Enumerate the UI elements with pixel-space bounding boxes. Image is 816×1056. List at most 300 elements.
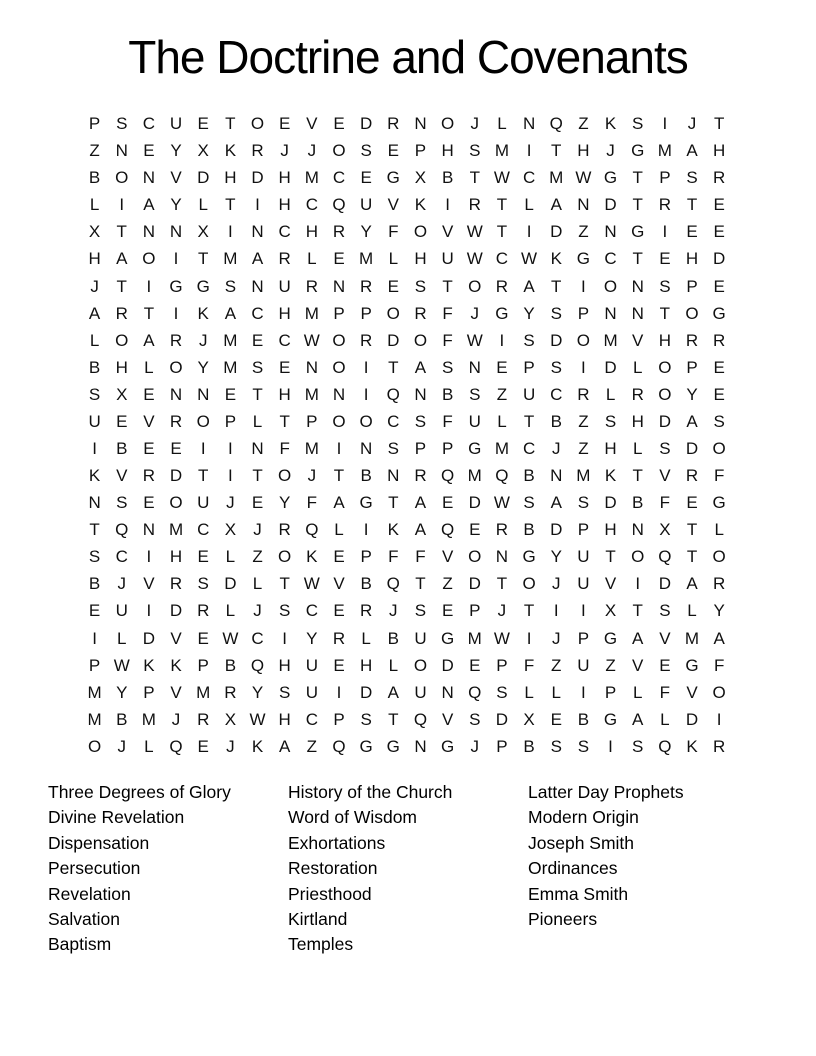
grid-letter-r16c23: T xyxy=(686,520,698,540)
grid-letter-r13c21: L xyxy=(632,438,643,458)
grid-letter-r14c4: D xyxy=(169,466,183,486)
grid-letter-r18c20: V xyxy=(604,574,617,594)
grid-letter-r3c10: C xyxy=(332,168,346,188)
grid-letter-r10c1: B xyxy=(88,357,101,377)
grid-letter-r20c3: D xyxy=(142,628,156,648)
grid-letter-r20c12: B xyxy=(387,628,399,648)
grid-letter-r12c1: U xyxy=(88,411,101,431)
grid-letter-r22c6: R xyxy=(224,682,237,702)
grid-letter-r6c22: E xyxy=(659,249,671,269)
grid-letter-r19c7: J xyxy=(253,601,262,621)
grid-letter-r20c1: I xyxy=(92,628,97,648)
grid-letter-r24c4: Q xyxy=(169,736,183,756)
grid-letter-r22c2: Y xyxy=(116,682,128,702)
grid-letter-r1c19: Z xyxy=(578,114,589,134)
grid-letter-r13c5: I xyxy=(200,438,206,458)
grid-letter-r17c5: E xyxy=(197,547,209,567)
grid-letter-r3c1: B xyxy=(88,168,101,188)
grid-letter-r10c15: N xyxy=(468,357,481,377)
grid-letter-r17c9: K xyxy=(306,547,318,567)
grid-letter-r4c24: E xyxy=(713,195,725,215)
grid-letter-r10c7: S xyxy=(251,357,264,377)
grid-letter-r22c23: V xyxy=(686,682,698,702)
grid-letter-r5c17: I xyxy=(526,222,532,242)
grid-letter-r14c15: M xyxy=(467,466,482,486)
grid-letter-r10c18: S xyxy=(550,357,562,377)
grid-letter-r7c18: T xyxy=(551,276,562,296)
grid-letter-r19c1: E xyxy=(88,601,101,621)
grid-letter-r13c7: N xyxy=(251,438,264,458)
grid-letter-r23c6: X xyxy=(224,709,237,729)
grid-letter-r13c19: Z xyxy=(578,438,589,458)
grid-letter-r15c13: A xyxy=(414,493,427,513)
grid-letter-r14c14: Q xyxy=(440,466,455,486)
grid-letter-r11c20: L xyxy=(605,384,616,404)
grid-letter-r10c14: S xyxy=(441,357,454,377)
grid-letter-r15c17: S xyxy=(523,493,535,513)
grid-letter-r11c11: I xyxy=(363,384,369,404)
grid-letter-r17c14: V xyxy=(441,547,454,567)
grid-letter-r23c10: P xyxy=(333,709,345,729)
word-list-item: History of the Church xyxy=(288,782,453,802)
grid-letter-r23c14: V xyxy=(441,709,454,729)
grid-letter-r22c1: M xyxy=(87,682,102,702)
grid-letter-r8c19: P xyxy=(577,303,590,323)
grid-letter-r4c22: R xyxy=(658,195,671,215)
grid-letter-r21c3: K xyxy=(143,655,155,675)
grid-letter-r5c10: R xyxy=(332,222,346,242)
grid-letter-r24c18: S xyxy=(550,736,562,756)
grid-letter-r5c5: X xyxy=(197,222,209,242)
grid-letter-r24c21: S xyxy=(632,736,644,756)
grid-letter-r16c11: I xyxy=(363,520,369,540)
grid-letter-r12c6: P xyxy=(224,411,237,431)
grid-letter-r2c10: O xyxy=(332,141,346,161)
grid-letter-r15c21: B xyxy=(632,493,644,513)
grid-letter-r6c16: C xyxy=(495,249,509,269)
grid-letter-r23c16: D xyxy=(495,709,509,729)
word-list-item: Exhortations xyxy=(288,832,386,853)
grid-letter-r12c24: S xyxy=(713,411,725,431)
grid-letter-r9c4: R xyxy=(169,330,183,350)
grid-letter-r13c23: D xyxy=(685,438,699,458)
grid-letter-r7c4: G xyxy=(169,276,183,296)
grid-letter-r2c9: J xyxy=(307,141,317,161)
grid-letter-r16c22: X xyxy=(659,520,671,540)
grid-letter-r16c3: N xyxy=(142,520,156,540)
grid-letter-r20c13: U xyxy=(414,628,427,648)
grid-letter-r19c9: C xyxy=(305,601,318,621)
grid-letter-r20c17: I xyxy=(526,628,532,648)
grid-letter-r9c3: A xyxy=(143,330,155,350)
grid-letter-r21c14: D xyxy=(441,655,454,675)
grid-letter-r23c15: S xyxy=(469,709,481,729)
grid-letter-r24c23: K xyxy=(686,736,698,756)
word-list-item: Pioneers xyxy=(528,909,598,930)
grid-letter-r13c20: H xyxy=(604,438,617,458)
grid-letter-r14c20: K xyxy=(604,466,617,486)
grid-letter-r9c16: I xyxy=(499,330,505,350)
grid-letter-r24c1: O xyxy=(87,736,102,756)
grid-letter-r22c14: N xyxy=(441,682,454,702)
grid-letter-r4c12: V xyxy=(387,195,399,215)
grid-letter-r6c11: M xyxy=(359,249,374,269)
grid-letter-r8c15: J xyxy=(470,303,480,323)
grid-letter-r8c2: R xyxy=(115,303,128,323)
grid-letter-r15c11: G xyxy=(359,493,373,513)
grid-letter-r8c23: O xyxy=(685,303,699,323)
grid-letter-r2c8: J xyxy=(280,141,289,161)
grid-letter-r6c12: L xyxy=(388,249,399,269)
grid-letter-r8c6: A xyxy=(224,303,237,323)
grid-letter-r15c7: E xyxy=(251,493,264,513)
grid-letter-r24c11: G xyxy=(359,736,373,756)
word-list-item: Modern Origin xyxy=(528,807,639,828)
grid-letter-r8c13: R xyxy=(414,303,427,323)
grid-letter-r4c16: T xyxy=(496,195,508,215)
grid-letter-r14c16: Q xyxy=(495,466,509,486)
grid-letter-r24c15: J xyxy=(470,736,480,756)
word-list-item: Divine Revelation xyxy=(48,807,185,828)
grid-letter-r15c19: S xyxy=(577,493,590,513)
grid-letter-r11c19: R xyxy=(577,384,590,404)
grid-letter-r1c20: K xyxy=(604,114,617,134)
grid-letter-r19c19: I xyxy=(581,601,586,621)
grid-letter-r9c6: M xyxy=(223,330,238,350)
grid-letter-r6c5: T xyxy=(198,249,209,269)
grid-letter-r8c8: H xyxy=(278,303,291,323)
grid-letter-r22c17: L xyxy=(524,682,534,702)
word-list-item: Salvation xyxy=(48,909,120,930)
grid-letter-r1c22: I xyxy=(662,114,668,134)
word-list-item: Ordinances xyxy=(528,858,618,879)
grid-letter-r17c8: O xyxy=(278,547,292,567)
grid-letter-r9c12: D xyxy=(387,330,400,350)
grid-letter-r7c19: I xyxy=(581,276,586,296)
grid-letter-r18c15: D xyxy=(468,574,481,594)
grid-letter-r22c11: D xyxy=(360,682,373,702)
grid-letter-r3c19: W xyxy=(575,168,592,188)
grid-letter-r21c23: G xyxy=(685,655,699,675)
grid-letter-r4c2: I xyxy=(119,195,125,215)
grid-letter-r1c9: V xyxy=(306,114,318,134)
grid-letter-r12c19: Z xyxy=(578,411,589,431)
grid-letter-r20c23: M xyxy=(684,628,700,648)
grid-letter-r16c4: M xyxy=(168,520,184,540)
grid-letter-r21c12: L xyxy=(388,655,399,675)
grid-letter-r22c4: V xyxy=(170,682,182,702)
grid-letter-r22c22: F xyxy=(659,682,671,702)
grid-letter-r24c16: P xyxy=(496,736,508,756)
grid-letter-r24c7: K xyxy=(251,736,264,756)
grid-letter-r11c22: O xyxy=(658,384,672,404)
grid-letter-r17c10: E xyxy=(333,547,345,567)
grid-letter-r13c4: E xyxy=(170,438,182,458)
grid-letter-r11c8: H xyxy=(278,384,291,404)
grid-letter-r16c6: X xyxy=(224,520,237,540)
grid-letter-r18c16: T xyxy=(496,574,508,594)
grid-letter-r23c7: W xyxy=(249,709,266,729)
word-list-column-1 xyxy=(48,780,286,958)
grid-letter-r16c21: N xyxy=(631,520,644,540)
grid-letter-r4c13: K xyxy=(414,195,427,215)
grid-letter-r8c16: G xyxy=(495,303,509,323)
grid-letter-r2c5: X xyxy=(197,141,209,161)
grid-letter-r17c17: G xyxy=(522,547,536,567)
grid-letter-r2c24: H xyxy=(713,141,726,161)
grid-letter-r6c15: W xyxy=(466,249,483,269)
grid-letter-r17c19: U xyxy=(577,547,590,567)
grid-letter-r8c4: I xyxy=(173,303,179,323)
grid-letter-r6c7: A xyxy=(251,249,264,269)
grid-letter-r18c6: D xyxy=(224,574,237,594)
grid-letter-r14c5: T xyxy=(198,466,209,486)
grid-letter-r18c13: T xyxy=(415,574,426,594)
grid-letter-r22c18: L xyxy=(551,682,561,702)
grid-letter-r8c10: P xyxy=(333,303,345,323)
grid-letter-r14c19: M xyxy=(576,466,591,486)
grid-letter-r16c10: L xyxy=(334,520,344,540)
grid-letter-r23c5: R xyxy=(197,709,210,729)
grid-letter-r4c10: Q xyxy=(332,195,346,215)
grid-letter-r21c16: P xyxy=(496,655,508,675)
grid-letter-r7c12: E xyxy=(387,276,399,296)
grid-letter-r2c22: M xyxy=(657,141,672,161)
grid-letter-r7c23: P xyxy=(686,276,698,296)
grid-letter-r6c2: A xyxy=(116,249,128,269)
grid-letter-r12c12: C xyxy=(387,411,400,431)
grid-letter-r13c18: J xyxy=(551,438,561,458)
grid-letter-r10c6: M xyxy=(223,357,238,377)
grid-letter-r19c24: Y xyxy=(713,601,725,621)
grid-letter-r8c5: K xyxy=(197,303,209,323)
grid-letter-r21c15: E xyxy=(469,655,481,675)
grid-letter-r22c15: Q xyxy=(468,682,482,702)
grid-letter-r11c9: M xyxy=(304,384,319,404)
grid-letter-r14c8: O xyxy=(278,466,292,486)
grid-letter-r3c20: G xyxy=(603,168,618,188)
grid-letter-r3c12: G xyxy=(386,168,400,188)
grid-letter-r23c19: B xyxy=(577,709,590,729)
grid-letter-r13c24: O xyxy=(712,438,726,458)
grid-letter-r1c11: D xyxy=(360,114,373,134)
grid-letter-r23c22: L xyxy=(660,709,670,729)
grid-letter-r4c6: T xyxy=(225,195,236,215)
grid-letter-r8c18: S xyxy=(550,303,562,323)
grid-letter-r14c13: R xyxy=(414,466,427,486)
grid-letter-r12c21: H xyxy=(631,411,644,431)
grid-letter-r8c12: O xyxy=(386,303,400,323)
grid-letter-r20c15: M xyxy=(467,628,482,648)
grid-letter-r15c1: N xyxy=(88,493,101,513)
grid-letter-r13c13: P xyxy=(414,438,427,458)
grid-letter-r22c12: A xyxy=(387,682,399,702)
grid-letter-r8c7: C xyxy=(251,303,264,323)
grid-letter-r16c9: Q xyxy=(305,520,319,540)
grid-letter-r22c8: S xyxy=(279,682,291,702)
grid-letter-r10c22: O xyxy=(658,357,672,377)
grid-letter-r11c7: T xyxy=(252,384,263,404)
grid-letter-r12c9: P xyxy=(306,411,318,431)
grid-letter-r10c4: O xyxy=(169,357,183,377)
grid-letter-r14c23: R xyxy=(685,466,699,486)
grid-letter-r19c5: R xyxy=(197,601,210,621)
grid-letter-r22c9: U xyxy=(305,682,318,702)
grid-letter-r15c8: Y xyxy=(279,493,291,513)
grid-letter-r13c8: F xyxy=(279,438,290,458)
grid-letter-r3c14: B xyxy=(441,168,454,188)
grid-letter-r13c12: S xyxy=(387,438,399,458)
grid-letter-r20c6: W xyxy=(222,628,239,648)
grid-letter-r18c14: Z xyxy=(442,574,453,594)
grid-letter-r17c11: P xyxy=(360,547,372,567)
grid-letter-r8c22: T xyxy=(659,303,671,323)
grid-letter-r21c20: Z xyxy=(605,655,616,675)
grid-letter-r2c2: N xyxy=(115,141,128,161)
grid-letter-r16c5: C xyxy=(197,520,210,540)
grid-letter-r23c2: B xyxy=(116,709,128,729)
grid-letter-r7c13: S xyxy=(414,276,427,296)
word-list-column-3 xyxy=(528,780,766,932)
grid-letter-r7c6: S xyxy=(224,276,237,296)
grid-letter-r12c3: V xyxy=(143,411,155,431)
grid-letter-r4c15: R xyxy=(468,195,481,215)
grid-letter-r21c22: E xyxy=(659,655,671,675)
word-list-item: Priesthood xyxy=(288,883,372,904)
grid-letter-r15c3: E xyxy=(143,493,155,513)
grid-letter-r14c21: T xyxy=(632,466,643,486)
grid-letter-r23c24: I xyxy=(716,709,722,729)
grid-letter-r3c13: X xyxy=(414,168,427,188)
grid-letter-r9c9: W xyxy=(303,330,320,350)
grid-letter-r6c19: G xyxy=(576,249,590,269)
grid-letter-r2c13: P xyxy=(414,141,427,161)
grid-letter-r24c3: L xyxy=(144,736,154,756)
grid-letter-r17c1: S xyxy=(88,547,101,567)
grid-letter-r5c22: I xyxy=(662,222,668,242)
grid-letter-r20c14: G xyxy=(440,628,455,648)
grid-letter-r6c13: H xyxy=(414,249,427,269)
grid-letter-r12c2: E xyxy=(116,411,128,431)
grid-letter-r2c17: I xyxy=(526,141,532,161)
grid-letter-r7c15: O xyxy=(468,276,482,296)
grid-letter-r1c15: J xyxy=(470,114,480,134)
grid-letter-r1c18: Q xyxy=(549,114,563,134)
grid-letter-r16c15: E xyxy=(469,520,481,540)
grid-letter-r20c22: V xyxy=(659,628,671,648)
grid-letter-r1c12: R xyxy=(387,114,400,134)
grid-letter-r4c1: L xyxy=(89,195,100,215)
grid-letter-r13c17: C xyxy=(522,438,536,458)
grid-letter-r17c23: T xyxy=(686,547,698,567)
grid-letter-r14c17: B xyxy=(523,466,535,486)
grid-letter-r9c11: R xyxy=(360,330,373,350)
grid-letter-r1c1: P xyxy=(88,114,101,134)
grid-letter-r2c11: S xyxy=(360,141,372,161)
grid-letter-r14c22: V xyxy=(659,466,671,486)
grid-letter-r10c5: Y xyxy=(197,357,209,377)
grid-letter-r9c20: M xyxy=(603,330,618,350)
grid-letter-r21c13: O xyxy=(413,655,428,675)
grid-letter-r9c19: O xyxy=(576,330,590,350)
grid-letter-r16c8: R xyxy=(278,520,291,540)
grid-letter-r16c14: Q xyxy=(440,520,455,540)
grid-letter-r1c13: N xyxy=(414,114,427,134)
grid-letter-r12c5: O xyxy=(196,411,210,431)
grid-letter-r4c21: T xyxy=(632,195,643,215)
grid-letter-r9c10: O xyxy=(332,330,346,350)
grid-letter-r7c5: G xyxy=(196,276,210,296)
grid-letter-r1c7: O xyxy=(250,114,265,134)
grid-letter-r3c21: T xyxy=(632,168,643,188)
grid-letter-r20c2: L xyxy=(117,628,127,648)
grid-letter-r16c12: K xyxy=(387,520,399,540)
grid-letter-r5c11: Y xyxy=(360,222,372,242)
grid-letter-r24c5: E xyxy=(197,736,209,756)
grid-letter-r11c21: R xyxy=(631,384,644,404)
grid-letter-r5c6: I xyxy=(227,222,233,242)
grid-letter-r7c17: A xyxy=(523,276,535,296)
grid-letter-r17c12: F xyxy=(388,547,399,567)
grid-letter-r7c22: S xyxy=(659,276,671,296)
grid-letter-r12c13: S xyxy=(414,411,427,431)
grid-letter-r18c24: R xyxy=(713,574,726,594)
grid-letter-r2c15: S xyxy=(469,141,481,161)
grid-letter-r9c22: H xyxy=(658,330,671,350)
grid-letter-r1c24: T xyxy=(713,114,725,134)
grid-letter-r14c9: J xyxy=(307,466,317,486)
grid-letter-r6c9: L xyxy=(307,249,317,269)
grid-letter-r12c20: S xyxy=(604,411,617,431)
grid-letter-r10c13: A xyxy=(414,357,427,377)
grid-letter-r24c24: R xyxy=(713,736,726,756)
grid-letter-r21c17: F xyxy=(523,655,535,675)
grid-letter-r12c23: A xyxy=(686,411,698,431)
grid-letter-r9c5: J xyxy=(198,330,208,350)
grid-letter-r20c8: I xyxy=(282,628,288,648)
grid-letter-r10c3: L xyxy=(144,357,154,377)
grid-letter-r10c9: N xyxy=(305,357,318,377)
grid-letter-r12c11: O xyxy=(359,411,373,431)
grid-letter-r9c8: C xyxy=(278,330,291,350)
grid-letter-r11c16: Z xyxy=(496,384,508,404)
grid-letter-r21c5: P xyxy=(197,655,209,675)
grid-letter-r20c10: R xyxy=(332,628,346,648)
grid-letter-r21c21: V xyxy=(632,655,644,675)
grid-letter-r19c14: E xyxy=(441,601,454,621)
grid-letter-r11c13: N xyxy=(414,384,427,404)
grid-letter-r12c7: L xyxy=(252,411,263,431)
grid-letter-r8c1: A xyxy=(88,303,101,323)
grid-letter-r5c16: T xyxy=(496,222,508,242)
grid-letter-r4c9: C xyxy=(305,195,318,215)
grid-letter-r5c9: H xyxy=(305,222,318,242)
grid-letter-r23c9: C xyxy=(305,709,318,729)
grid-letter-r18c18: J xyxy=(551,574,561,594)
grid-letter-r23c1: M xyxy=(87,709,102,729)
grid-letter-r9c18: D xyxy=(550,330,563,350)
grid-letter-r22c10: I xyxy=(336,682,342,702)
grid-letter-r22c24: O xyxy=(712,682,726,702)
grid-letter-r24c20: I xyxy=(608,736,613,756)
grid-letter-r13c9: M xyxy=(304,438,319,458)
grid-letter-r15c24: G xyxy=(712,493,726,513)
grid-letter-r14c6: I xyxy=(227,466,233,486)
grid-letter-r23c20: G xyxy=(603,709,618,729)
grid-letter-r8c14: F xyxy=(442,303,453,323)
grid-letter-r9c1: L xyxy=(89,330,100,350)
grid-letter-r15c16: W xyxy=(493,493,510,513)
